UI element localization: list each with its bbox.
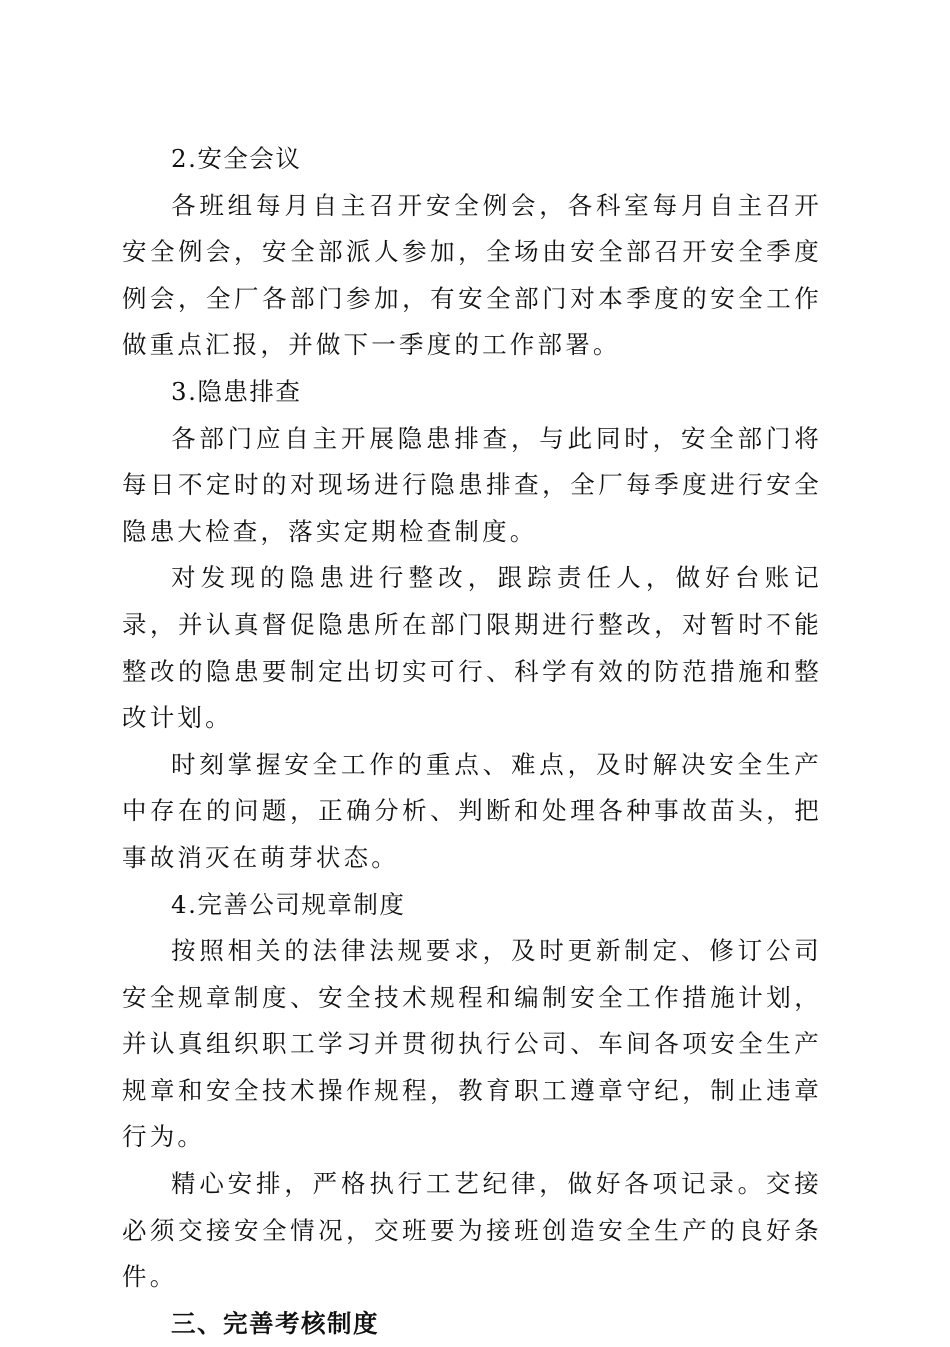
paragraph-shift-handover: 精心安排，严格执行工艺纪律，做好各项记录。交接必须交接安全情况，交班要为接班创造安全生产的良好条件。	[122, 1169, 822, 1292]
paragraph-key-points: 时刻掌握安全工作的重点、难点，及时解决安全生产中存在的问题，正确分析、判断和处理各种事故苗头，把事故消灭在萌芽状态。	[122, 749, 822, 872]
paragraph-safety-meeting: 各班组每月自主召开安全例会，各科室每月自主召开安全例会，安全部派人参加，全场由安全部召开安全季度例会，全厂各部门参加，有安全部门对本季度的安全工作做重点汇报，并做下一季度的工作部署。	[122, 190, 822, 360]
paragraph-hazard-rectification: 对发现的隐患进行整改，跟踪责任人，做好台账记录，并认真督促隐患所在部门限期进行整改，对暂时不能整改的隐患要制定出切实可行、科学有效的防范措施和整改计划。	[122, 563, 822, 733]
subheading-hazard-inspection: 3.隐患排查	[171, 376, 302, 406]
subheading-company-rules: 4.完善公司规章制度	[171, 889, 406, 919]
section-heading-assessment: 三、完善考核制度	[171, 1308, 379, 1338]
document-body	[122, 136, 822, 1347]
paragraph-company-rules: 按照相关的法律法规要求，及时更新制定、修订公司安全规章制度、安全技术规程和编制安全工作措施计划，并认真组织职工学习并贯彻执行公司、车间各项安全生产规章和安全技术操作规程，教育职工遵章守纪，制止违章行为。	[122, 936, 822, 1152]
paragraph-hazard-inspection: 各部门应自主开展隐患排查，与此同时，安全部门将每日不定时的对现场进行隐患排查，全厂每季度进行安全隐患大检查，落实定期检查制度。	[122, 423, 822, 546]
subheading-safety-meeting: 2.安全会议	[171, 144, 302, 173]
